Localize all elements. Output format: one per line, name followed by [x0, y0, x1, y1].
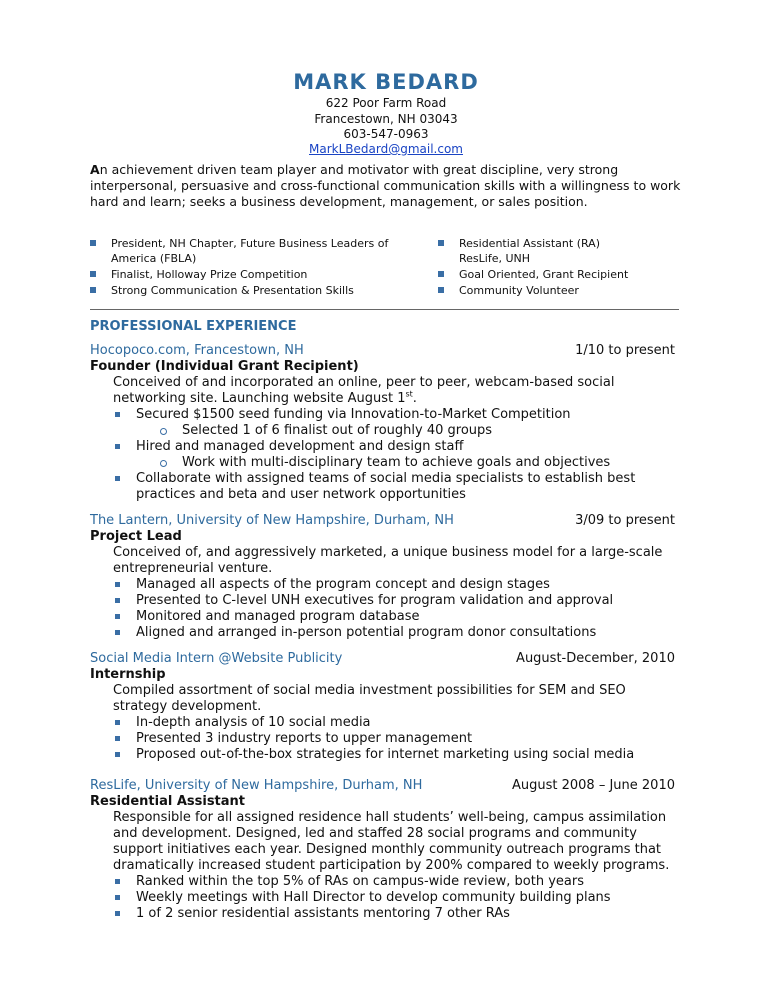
job-bullet-text: Weekly meetings with Hall Director to develop community building plans: [136, 890, 611, 905]
job-role: Internship: [90, 667, 166, 682]
job-description: [90, 375, 679, 407]
summary-text: n achievement driven team player and motivator with great discipline, very strong interpersonal, persuasive and cross-functional communication skills with a willingness to work hard and learn; seeks a business development, management, or sales position.: [90, 162, 681, 209]
job-bullet-text: 1 of 2 senior residential assistants mentoring 7 other RAs: [136, 906, 510, 921]
job-bullet-text: Ranked within the top 5% of RAs on campus-wide review, both years: [136, 874, 584, 889]
square-bullet-icon: [115, 879, 120, 884]
job-bullet: [90, 471, 679, 503]
job-description: Compiled assortment of social media investment possibilities for SEM and SEO strategy development.: [113, 683, 626, 714]
job-bullet: [90, 747, 679, 763]
job-role: Project Lead: [90, 529, 182, 544]
job-bullet: [90, 625, 679, 641]
job-bullet: [90, 890, 679, 906]
job-bullet-text: Presented to C-level UNH executives for program validation and approval: [136, 593, 614, 608]
square-bullet-icon: [115, 412, 120, 417]
company-name: Hocopoco.com, Francestown, NH: [90, 343, 304, 358]
job-bullet: [90, 407, 679, 423]
job-sub-bullet: [90, 423, 679, 439]
job-entry-reslife: [90, 778, 679, 922]
job-dates: 1/10 to present: [575, 343, 675, 358]
square-bullet-icon: [115, 444, 120, 449]
job-description: Conceived of, and aggressively marketed, a unique business model for a large-scale entrepreneurial venture.: [113, 545, 663, 576]
highlight-item: [90, 236, 390, 266]
job-sub-bullet: [90, 455, 679, 471]
square-bullet-icon: [438, 287, 444, 293]
city-line: Francestown, NH 03043: [314, 112, 458, 126]
job-role: Founder (Individual Grant Recipient): [90, 359, 359, 374]
square-bullet-icon: [115, 614, 120, 619]
job-bullet: [90, 731, 679, 747]
highlight-item: [438, 267, 688, 282]
job-bullet-text: In-depth analysis of 10 social media: [136, 715, 371, 730]
highlight-text: Goal Oriented, Grant Recipient: [459, 268, 629, 281]
square-bullet-icon: [115, 630, 120, 635]
job-bullet-text: Hired and managed development and design staff: [136, 439, 464, 454]
highlight-text: President, NH Chapter, Future Business Leaders of America (FBLA): [111, 237, 389, 265]
job-bullet: [90, 874, 679, 890]
highlight-text: Community Volunteer: [459, 284, 579, 297]
phone-number: 603-547-0963: [343, 127, 429, 141]
job-header: [90, 651, 679, 667]
job-bullet-text: Collaborate with assigned teams of social media specialists to establish best practices and beta and user network opportunities: [136, 471, 636, 502]
highlight-text: Finalist, Holloway Prize Competition: [111, 268, 308, 281]
square-bullet-icon: [115, 911, 120, 916]
email-row: [0, 142, 768, 156]
job-entry-hocopoco: [90, 343, 679, 503]
circle-bullet-icon: [160, 428, 167, 435]
highlight-text: Residential Assistant (RA) ResLife, UNH: [459, 237, 601, 265]
job-bullet: [90, 593, 679, 609]
email-link[interactable]: MarkLBedard@gmail.com: [309, 142, 463, 156]
job-bullet-text: Secured $1500 seed funding via Innovation-to-Market Competition: [136, 407, 571, 422]
job-bullet-text: Aligned and arranged in-person potential program donor consultations: [136, 625, 597, 640]
job-bullet-text: Monitored and managed program database: [136, 609, 420, 624]
square-bullet-icon: [115, 476, 120, 481]
summary-initial: A: [90, 162, 100, 177]
square-bullet-icon: [90, 240, 96, 246]
job-bullet-text: Proposed out-of-the-box strategies for internet marketing using social media: [136, 747, 635, 762]
square-bullet-icon: [115, 720, 120, 725]
job-sub-bullet-text: Work with multi-disciplinary team to achieve goals and objectives: [182, 455, 611, 470]
highlights-left: [90, 236, 390, 299]
section-title: PROFESSIONAL EXPERIENCE: [90, 319, 297, 334]
summary-paragraph: [90, 162, 690, 210]
square-bullet-icon: [438, 240, 444, 246]
job-bullet: [90, 609, 679, 625]
job-role: Residential Assistant: [90, 794, 246, 809]
square-bullet-icon: [90, 287, 96, 293]
job-description-text: Conceived of and incorporated an online, peer to peer, webcam-based social networking site. Launching website August 1: [113, 375, 615, 406]
job-bullet: [90, 439, 679, 455]
section-divider: [90, 309, 679, 310]
company-name: The Lantern, University of New Hampshire, Durham, NH: [90, 513, 454, 528]
job-dates: 3/09 to present: [575, 513, 675, 528]
circle-bullet-icon: [160, 460, 167, 467]
job-bullet-text: Presented 3 industry reports to upper management: [136, 731, 473, 746]
square-bullet-icon: [115, 598, 120, 603]
job-header: [90, 343, 679, 359]
job-bullet: [90, 577, 679, 593]
square-bullet-icon: [115, 752, 120, 757]
job-header: [90, 513, 679, 529]
job-sub-bullet-text: Selected 1 of 6 finalist out of roughly 40 groups: [182, 423, 493, 438]
company-name: ResLife, University of New Hampshire, Durham, NH: [90, 778, 423, 793]
job-entry-lantern: [90, 513, 679, 641]
square-bullet-icon: [90, 271, 96, 277]
job-header: [90, 778, 679, 794]
job-description: Responsible for all assigned residence hall students’ well-being, campus assimilation and development. Designed, led and staffed 28 social programs and community support initiatives each year. Designed monthly community outreach programs that dramatically increased student participation by 200% compared to weekly programs.: [113, 810, 670, 873]
highlights-right: [438, 236, 688, 299]
ordinal-suffix: st: [405, 389, 413, 399]
square-bullet-icon: [115, 895, 120, 900]
square-bullet-icon: [115, 736, 120, 741]
job-dates: August 2008 – June 2010: [511, 778, 675, 793]
highlight-item: [90, 283, 390, 298]
candidate-name: MARK BEDARD: [293, 70, 479, 94]
address-line: 622 Poor Farm Road: [325, 96, 447, 110]
highlight-text: Strong Communication & Presentation Skills: [111, 284, 354, 297]
highlight-item: [90, 267, 390, 282]
job-bullet: [90, 715, 679, 731]
highlight-item: [438, 283, 688, 298]
job-entry-social-media-intern: [90, 651, 679, 763]
job-dates: August-December, 2010: [516, 651, 675, 666]
job-description-end: .: [412, 391, 417, 406]
square-bullet-icon: [438, 271, 444, 277]
company-name: Social Media Intern @Website Publicity: [90, 651, 343, 666]
highlight-item: [438, 236, 629, 266]
square-bullet-icon: [115, 582, 120, 587]
job-bullet-text: Managed all aspects of the program concept and design stages: [136, 577, 550, 592]
job-bullet: [90, 906, 679, 922]
